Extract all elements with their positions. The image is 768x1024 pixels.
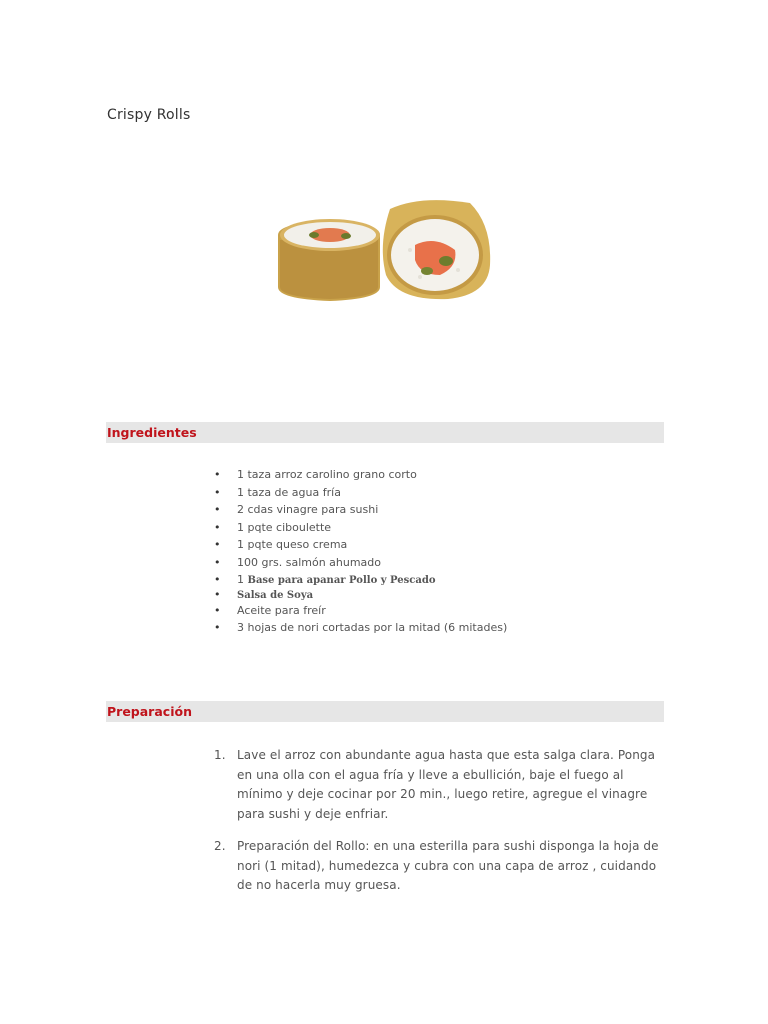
crispy-rolls-photo bbox=[270, 195, 492, 345]
step-item bbox=[214, 837, 664, 896]
page-title: Crispy Rolls bbox=[107, 107, 191, 123]
ingredients-list bbox=[212, 466, 507, 637]
step-number: 1. bbox=[214, 748, 226, 762]
preparation-section-header bbox=[106, 701, 664, 722]
step-text: Lave el arroz con abundante agua hasta que esta salga clara. Ponga en una olla con el agua fría y lleve a ebullición, baje el fuego al mínimo y deje cocinar por 20 min., luego retire, agregue el vinagre para sushi y deje enfriar. bbox=[237, 748, 656, 821]
preparation-heading: Preparación bbox=[107, 704, 192, 719]
ingredient-item: • 1 pqte ciboulette bbox=[212, 519, 507, 537]
ingredient-item bbox=[212, 587, 507, 602]
ingredient-text: Base para apanar Pollo y Pescado bbox=[247, 574, 436, 586]
ingredient-prefix: 1 bbox=[237, 572, 248, 586]
right-roll bbox=[383, 200, 490, 299]
ingredient-item: • 3 hojas de nori cortadas por la mitad (6 mitades) bbox=[212, 619, 507, 637]
step-item bbox=[214, 746, 664, 824]
ingredient-text: Salsa de Soya bbox=[237, 589, 314, 601]
ingredient-item: • Aceite para freír bbox=[212, 602, 507, 620]
ingredient-item: • 100 grs. salmón ahumado bbox=[212, 554, 507, 572]
step-number: 2. bbox=[214, 839, 226, 853]
ingredients-heading: Ingredientes bbox=[107, 425, 197, 440]
ingredient-item: • 1 pqte queso crema bbox=[212, 536, 507, 554]
ingredient-item: • 1 taza arroz carolino grano corto bbox=[212, 466, 507, 484]
left-roll bbox=[278, 219, 380, 301]
ingredient-item: • 1 taza de agua fría bbox=[212, 484, 507, 502]
ingredient-item: • 2 cdas vinagre para sushi bbox=[212, 501, 507, 519]
step-text: Preparación del Rollo: en una esterilla para sushi disponga la hoja de nori (1 mitad), humedezca y cubra con una capa de arroz , cuidando de no hacerla muy gruesa. bbox=[237, 839, 659, 892]
preparation-steps bbox=[214, 746, 664, 909]
ingredient-item bbox=[212, 572, 507, 587]
ingredients-section-header bbox=[106, 422, 664, 443]
